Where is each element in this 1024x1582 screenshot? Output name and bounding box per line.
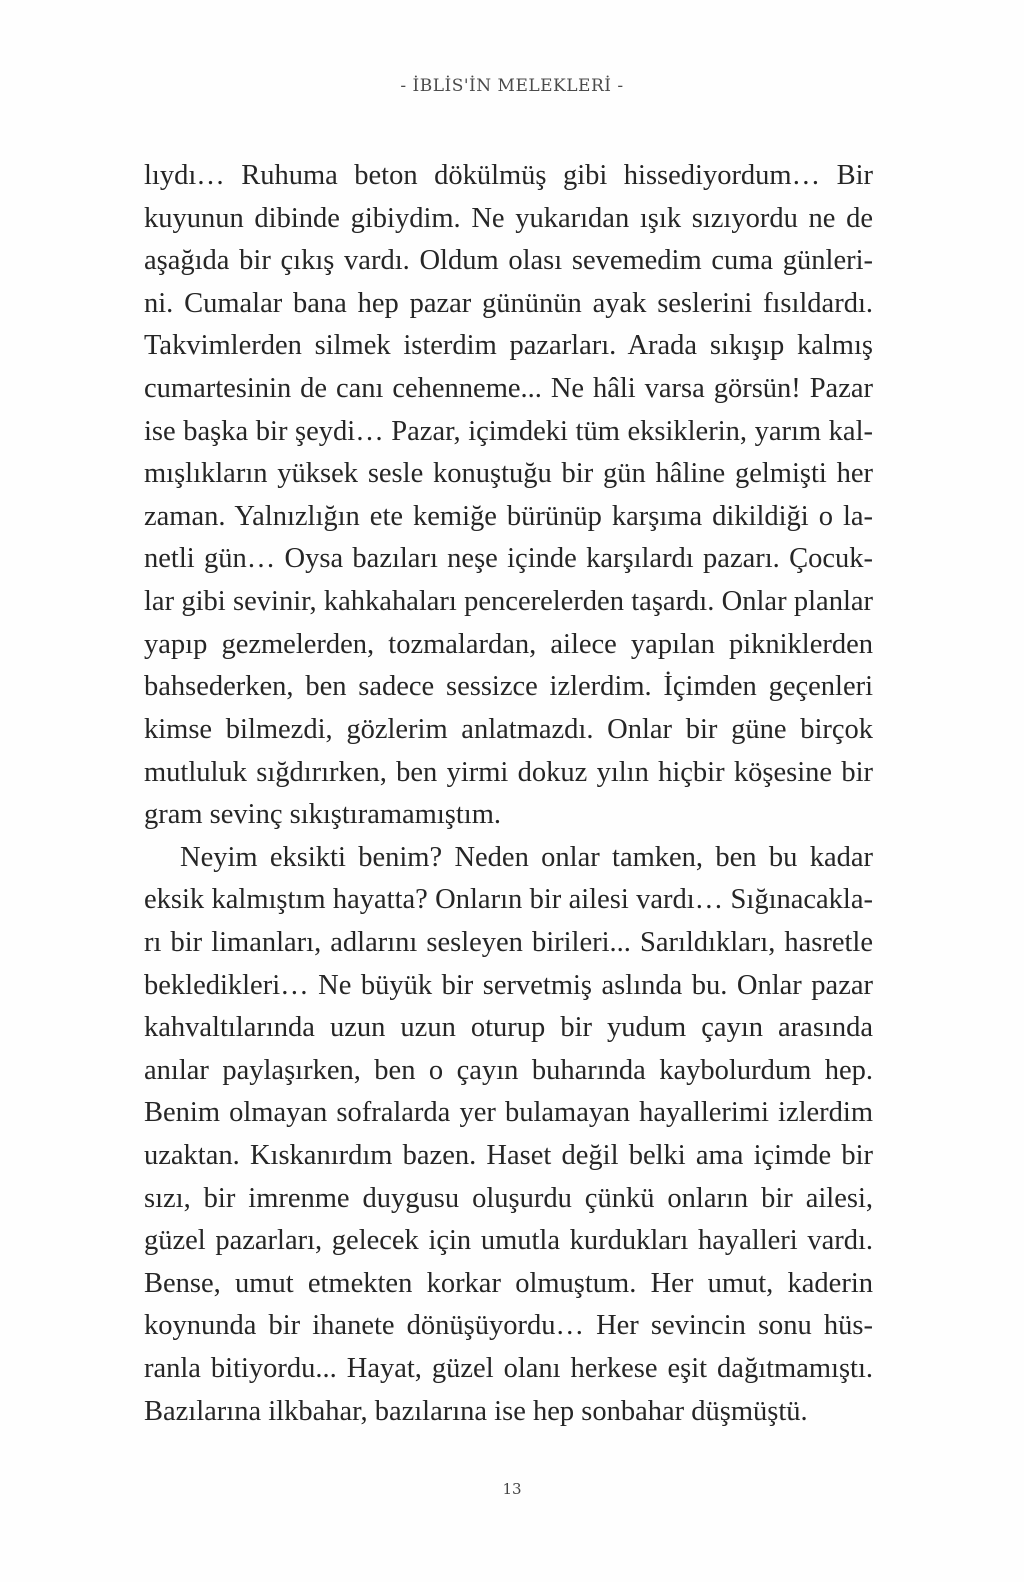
text-line: sızı, bir imrenme duygusu oluşurdu çünkü onların bir ailesi, xyxy=(144,1182,873,1214)
text-line: bahsederken, ben sadece sessizce izlerdim. İçimden geçenleri xyxy=(144,671,873,703)
text-line: koynunda bir ihanete dönüşüyordu… Her sevincin sonu hüs- xyxy=(144,1310,873,1342)
text-line: lıydı… Ruhuma beton dökülmüş gibi hissediyordum… Bir xyxy=(144,160,873,191)
text-line: uzaktan. Kıskanırdım bazen. Haset değil belki ama içimde bir xyxy=(144,1140,873,1172)
text-line: Bense, umut etmekten korkar olmuştum. Her umut, kaderin xyxy=(144,1267,873,1299)
body-text xyxy=(144,155,873,1433)
text-line: ni. Cumalar bana hep pazar gününün ayak seslerini fısıldardı. xyxy=(144,287,873,319)
text-line: lar gibi sevinir, kahkahaları pencerelerden taşardı. Onlar planlar xyxy=(144,586,873,618)
text-line: rı bir limanları, adlarını sesleyen birileri... Sarıldıkları, hasretle xyxy=(144,926,873,958)
text-line: Neyim eksikti benim? Neden onlar tamken, ben bu kadar xyxy=(180,841,873,873)
running-header: - İBLİS'İN MELEKLERİ - xyxy=(400,76,624,96)
text-line: cumartesinin de canı cehenneme... Ne hâli varsa görsün! Pazar xyxy=(144,373,873,405)
text-line: güzel pazarları, gelecek için umutla kurdukları hayalleri vardı. xyxy=(144,1225,873,1257)
text-line: aşağıda bir çıkış vardı. Oldum olası sevemedim cuma günleri- xyxy=(144,245,873,277)
page-number: 13 xyxy=(502,1480,522,1498)
text-line: kuyunun dibinde gibiydim. Ne yukarıdan ışık sızıyordu ne de xyxy=(144,202,873,234)
paragraph-2 xyxy=(144,837,873,1434)
text-line: zaman. Yalnızlığın ete kemiğe bürünüp karşıma dikildiği o la- xyxy=(144,500,873,532)
text-line: ranla bitiyordu... Hayat, güzel olanı herkese eşit dağıtmamıştı. xyxy=(144,1353,873,1385)
text-line: netli gün… Oysa bazıları neşe içinde karşılardı pazarı. Çocuk- xyxy=(144,543,873,575)
text-line: bekledikleri… Ne büyük bir servetmiş aslında bu. Onlar pazar xyxy=(144,969,873,1001)
text-line: mışlıkların yüksek sesle konuştuğu bir gün hâline gelmişti her xyxy=(144,458,873,490)
text-line: gram sevinç sıkıştıramamıştım. xyxy=(144,799,501,831)
text-line: yapıp gezmelerden, tozmalardan, ailece yapılan pikniklerden xyxy=(144,628,873,660)
text-line: ise başka bir şeydi… Pazar, içimdeki tüm eksiklerin, yarım kal- xyxy=(144,415,873,447)
text-line: Benim olmayan sofralarda yer bulamayan hayallerimi izlerdim xyxy=(144,1097,873,1129)
text-line: Bazılarına ilkbahar, bazılarına ise hep sonbahar düşmüştü. xyxy=(144,1395,808,1427)
text-line: mutluluk sığdırırken, ben yirmi dokuz yılın hiçbir köşesine bir xyxy=(144,756,873,788)
text-line: Takvimlerden silmek isterdim pazarları. Arada sıkışıp kalmış xyxy=(144,330,873,362)
text-line: kahvaltılarında uzun uzun oturup bir yudum çayın arasında xyxy=(144,1012,873,1044)
text-line: kimse bilmezdi, gözlerim anlatmazdı. Onlar bir güne birçok xyxy=(144,713,873,745)
text-line: eksik kalmıştım hayatta? Onların bir ailesi vardı… Sığınacakla- xyxy=(144,884,873,916)
paragraph-1 xyxy=(144,155,873,837)
text-line: anılar paylaşırken, ben o çayın buharında kaybolurdum hep. xyxy=(144,1054,873,1086)
